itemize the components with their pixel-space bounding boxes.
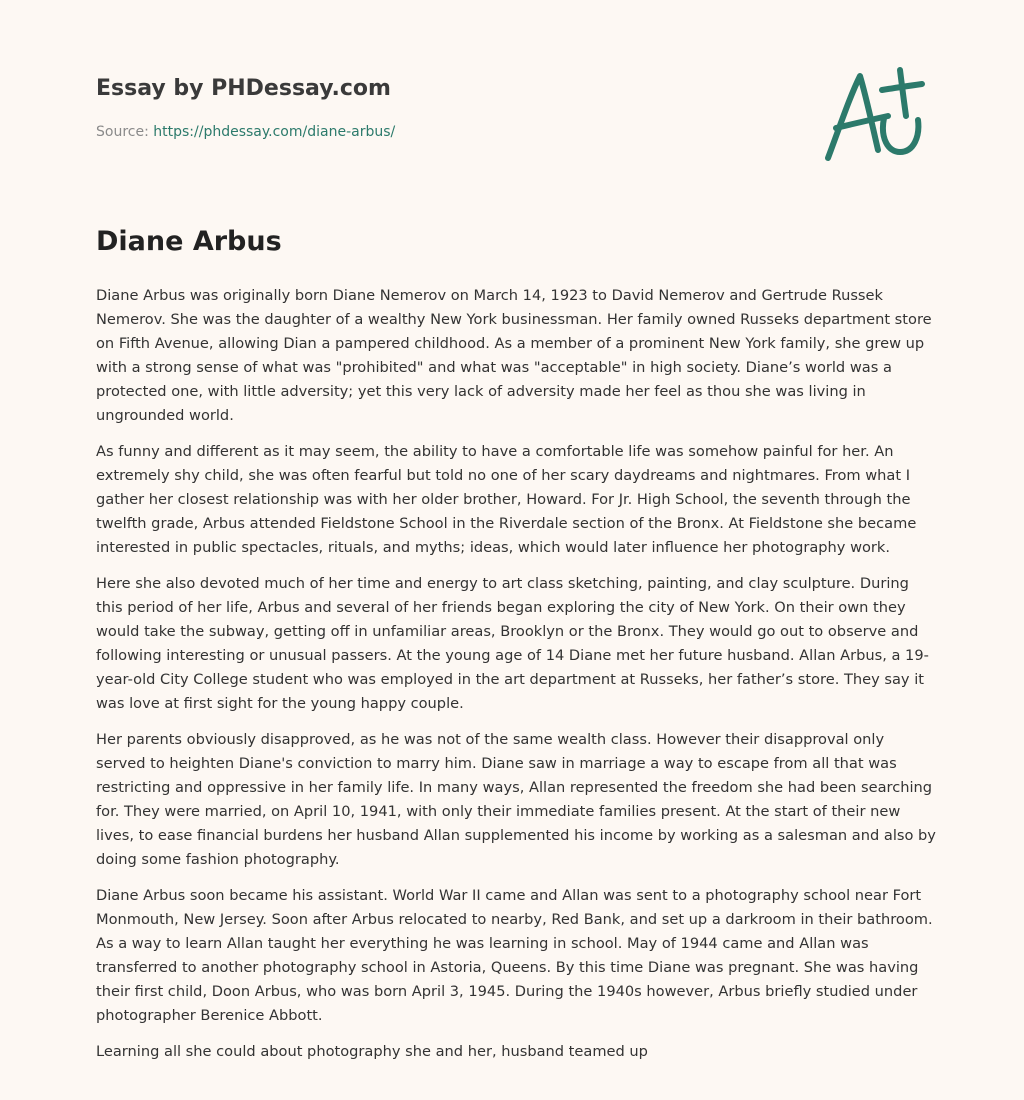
essay-paragraph: Her parents obviously disapproved, as he was not of the same wealth class. However their disapproval only served to heighten Diane's conviction to marry him. Diane saw in marriage a way to escape from all that was restricting and oppressive in her family life. In many ways, Allan represented the freedom she had been searching for. They were married, on April 10, 1941, with only their immediate families present. At the start of their new lives, to ease financial burdens her husband Allan supplemented his income by working as a salesman and also by doing some fashion photography. [96, 731, 936, 868]
essay-title: Diane Arbus [96, 226, 282, 257]
essay-paragraph: Learning all she could about photography she and her, husband teamed up [96, 1043, 648, 1060]
essay-paragraph: Diane Arbus soon became his assistant. World War II came and Allan was sent to a photography school near Fort Monmouth, New Jersey. Soon after Arbus relocated to nearby, Red Bank, and set up a darkroom in their bathroom. As a way to learn Allan taught her everything he was learning in school. May of 1944 came and Allan was transferred to another photography school in Astoria, Queens. By this time Diane was pregnant. She was having their first child, Doon Arbus, who was born April 3, 1945. During the 1940s however, Arbus briefly studied under photographer Berenice Abbott. [96, 887, 933, 1024]
essay-paragraph: Here she also devoted much of her time and energy to art class sketching, painting, and clay sculpture. During this period of her life, Arbus and several of her friends began exploring the city of New York. On their own they would take the subway, getting off in unfamiliar areas, Brooklyn or the Bronx. They would go out to observe and following interesting or unusual passers. At the young age of 14 Diane met her future husband. Allan Arbus, a 19-year-old City College student who was employed in the art department at Russeks, her father’s store. They say it was love at first sight for the young happy couple. [96, 575, 929, 712]
source-link[interactable]: https://phdessay.com/diane-arbus/ [153, 124, 396, 140]
a-plus-logo-icon [822, 66, 926, 166]
essay-paragraph: As funny and different as it may seem, the ability to have a comfortable life was somehow painful for her. An extremely shy child, she was often fearful but told no one of her scary daydreams and nightmares. From what I gather her closest relationship was with her older brother, Howard. For Jr. High School, the seventh through the twelfth grade, Arbus attended Fieldstone School in the Riverdale section of the Bronx. At Fieldstone she became interested in public spectacles, rituals, and myths; ideas, which would later influence her photography work. [96, 443, 917, 556]
essay-body [96, 284, 936, 1076]
source-label: Source: [96, 124, 149, 140]
site-title: Essay by PHDessay.com [96, 76, 391, 101]
source-line [96, 124, 395, 140]
essay-paragraph: Diane Arbus was originally born Diane Nemerov on March 14, 1923 to David Nemerov and Gertrude Russek Nemerov. She was the daughter of a wealthy New York businessman. Her family owned Russeks department store on Fifth Avenue, allowing Dian a pampered childhood. As a member of a prominent New York family, she grew up with a strong sense of what was "prohibited" and what was "acceptable" in high society. Diane’s world was a protected one, with little adversity; yet this very lack of adversity made her feel as thou she was living in ungrounded world. [96, 287, 932, 424]
